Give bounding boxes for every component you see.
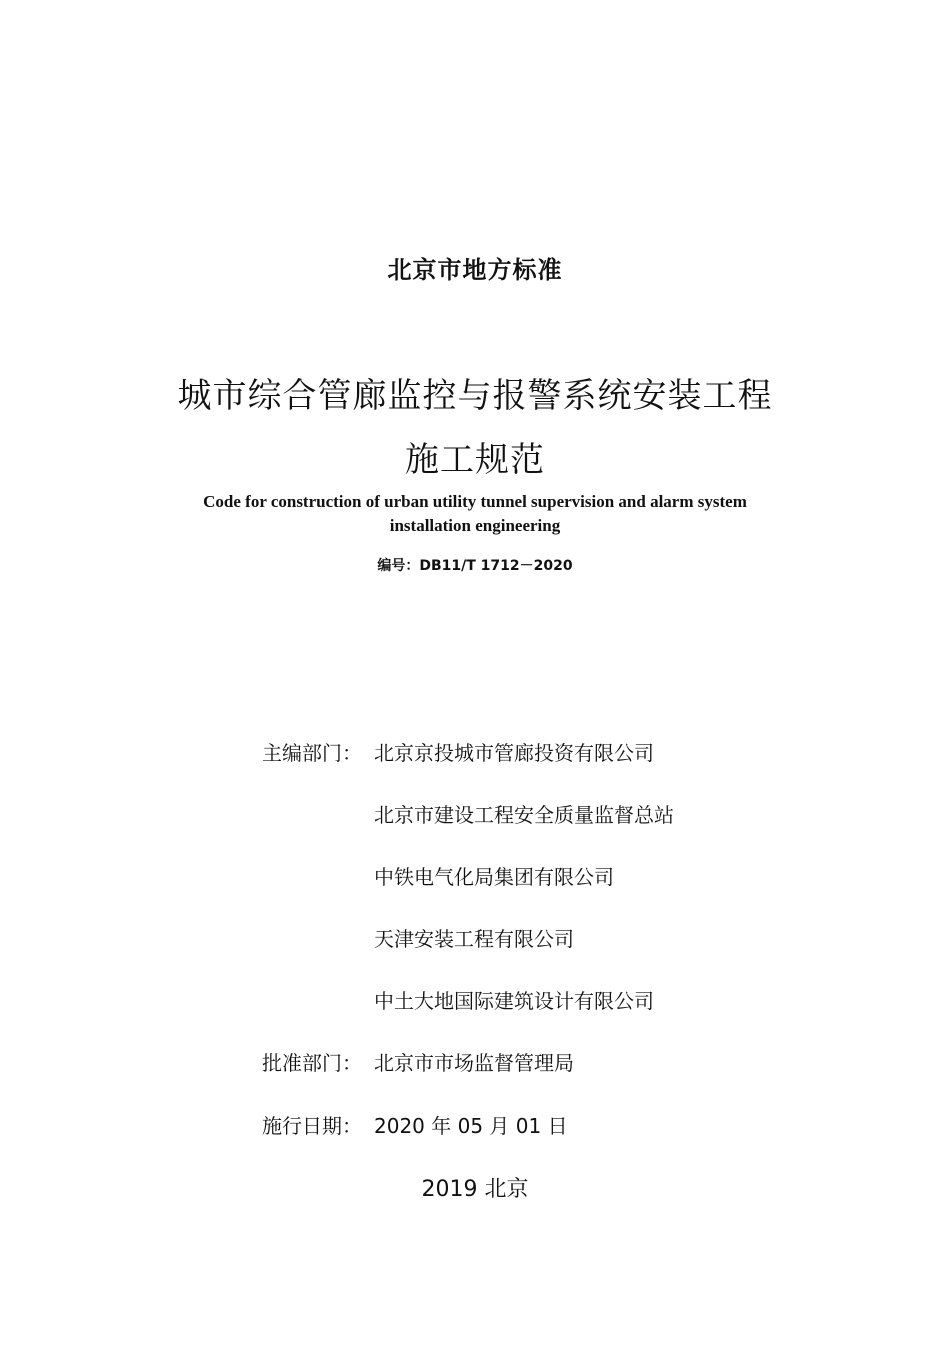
chief-editor-row [262, 923, 574, 952]
title-cn-line1: 城市综合管廊监控与报警系统安装工程 [177, 376, 773, 416]
standard-number: 编号：DB11/T 1712－2020 [377, 558, 573, 574]
effective-date-value: 2020 年 05 月 01 日 [374, 1114, 568, 1138]
footer-year-place: 2019 北京 [421, 1177, 529, 1202]
effective-date-row [262, 1110, 568, 1139]
title-en-line2: installation engineering [389, 516, 561, 535]
chief-editor-org: 中铁电气化局集团有限公司 [374, 865, 614, 889]
chief-editor-row [262, 861, 614, 890]
chief-editor-label: 主编部门： [262, 741, 362, 765]
chief-editor-org: 北京京投城市管廊投资有限公司 [374, 741, 654, 765]
standard-type-heading: 北京市地方标准 [387, 256, 563, 284]
label-spacer [262, 985, 374, 1014]
approval-label: 批准部门： [262, 1051, 362, 1075]
title-en-line1: Code for construction of urban utility tunnel supervision and alarm system [203, 492, 747, 511]
chief-editor-org: 天津安装工程有限公司 [374, 927, 574, 951]
chief-editor-row [262, 737, 654, 766]
chief-editor-org: 北京市建设工程安全质量监督总站 [374, 803, 674, 827]
title-cn-line2: 施工规范 [405, 440, 545, 480]
label-spacer [262, 861, 374, 890]
approval-value: 北京市市场监督管理局 [374, 1051, 574, 1075]
approval-row [262, 1047, 574, 1076]
label-spacer [262, 799, 374, 828]
chief-editor-row [262, 799, 674, 828]
chief-editor-org: 中土大地国际建筑设计有限公司 [374, 989, 654, 1013]
label-spacer [262, 923, 374, 952]
effective-date-label: 施行日期： [262, 1114, 362, 1138]
chief-editor-row [262, 985, 654, 1014]
